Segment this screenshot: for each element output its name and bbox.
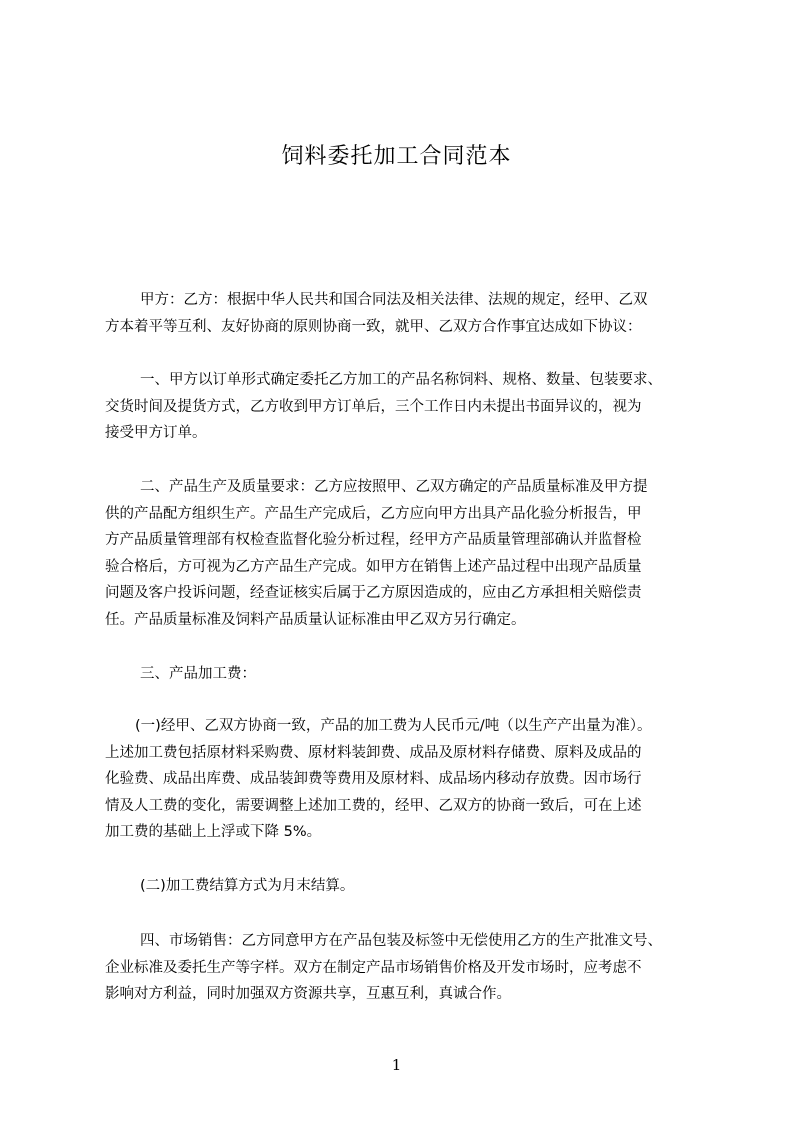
paragraph-line: 一、甲方以订单形式确定委托乙方加工的产品名称饲料、规格、数量、包装要求、: [140, 372, 662, 388]
preamble-paragraph: [105, 287, 705, 340]
document-title: 饲料委托加工合同范本: [281, 144, 512, 169]
paragraph-line: (一)经甲、乙双方协商一致，产品的加工费为人民币元/吨（以生产产出量为准）。: [135, 718, 652, 734]
paragraph-line: (二)加工费结算方式为月末结算。: [140, 878, 355, 894]
page-number: 1: [391, 1056, 402, 1074]
paragraph-line: 上述加工费包括原材料采购费、原材料装卸费、成品及原材料存储费、原料及成品的: [105, 744, 642, 761]
paragraph-line: 二、产品生产及质量要求：乙方应按照甲、乙双方确定的产品质量标准及甲方提: [140, 479, 648, 495]
paragraph-line: 加工费的基础上上浮或下降 5%。: [105, 824, 322, 840]
paragraph-line: 三、产品加工费：: [140, 666, 256, 682]
clause-4-paragraph: [105, 928, 705, 1008]
paragraph-line: 交货时间及提货方式，乙方收到甲方订单后，三个工作日内未提出书面异议的，视为: [105, 398, 642, 415]
paragraph-line: 甲方：乙方：根据中华人民共和国合同法及相关法律、法规的规定，经甲、乙双: [140, 292, 648, 308]
paragraph-line: 任。产品质量标准及饲料产品质量认证标准由甲乙双方另行确定。: [105, 611, 526, 628]
clause-3-item-2-paragraph: [105, 873, 705, 900]
clause-3-item-1-paragraph: [105, 713, 705, 846]
clause-2-paragraph: [105, 474, 705, 633]
clause-3-heading: [105, 661, 705, 688]
paragraph-line: 四、市场销售：乙方同意甲方在产品包装及标签中无偿使用乙方的生产批准文号、: [140, 933, 662, 949]
paragraph-line: 影响对方利益，同时加强双方资源共享，互惠互利，真诚合作。: [105, 986, 511, 1002]
paragraph-line: 供的产品配方组织生产。产品生产完成后，乙方应向甲方出具产品化验分析报告，甲: [105, 505, 642, 522]
paragraph-line: 方产品质量管理部有权检查监督化验分析过程，经甲方产品质量管理部确认并监督检: [105, 532, 642, 548]
paragraph-line: 方本着平等互利、友好协商的原则协商一致，就甲、乙双方合作事宜达成如下协议：: [105, 318, 642, 335]
paragraph-line: 情及人工费的变化，需要调整上述加工费的，经甲、乙双方的协商一致后，可在上述: [105, 797, 642, 814]
paragraph-line: 化验费、成品出库费、成品装卸费等费用及原材料、成品场内移动存放费。因市场行: [105, 771, 642, 787]
paragraph-line: 问题及客户投诉问题，经查证核实后属于乙方原因造成的，应由乙方承担相关赔偿责: [105, 585, 642, 601]
paragraph-line: 接受甲方订单。: [105, 425, 207, 441]
clause-1-paragraph: [105, 367, 705, 447]
paragraph-line: 验合格后，方可视为乙方产品生产完成。如甲方在销售上述产品过程中出现产品质量: [105, 558, 642, 575]
paragraph-line: 企业标准及委托生产等字样。双方在制定产品市场销售价格及开发市场时，应考虑不: [105, 959, 642, 976]
